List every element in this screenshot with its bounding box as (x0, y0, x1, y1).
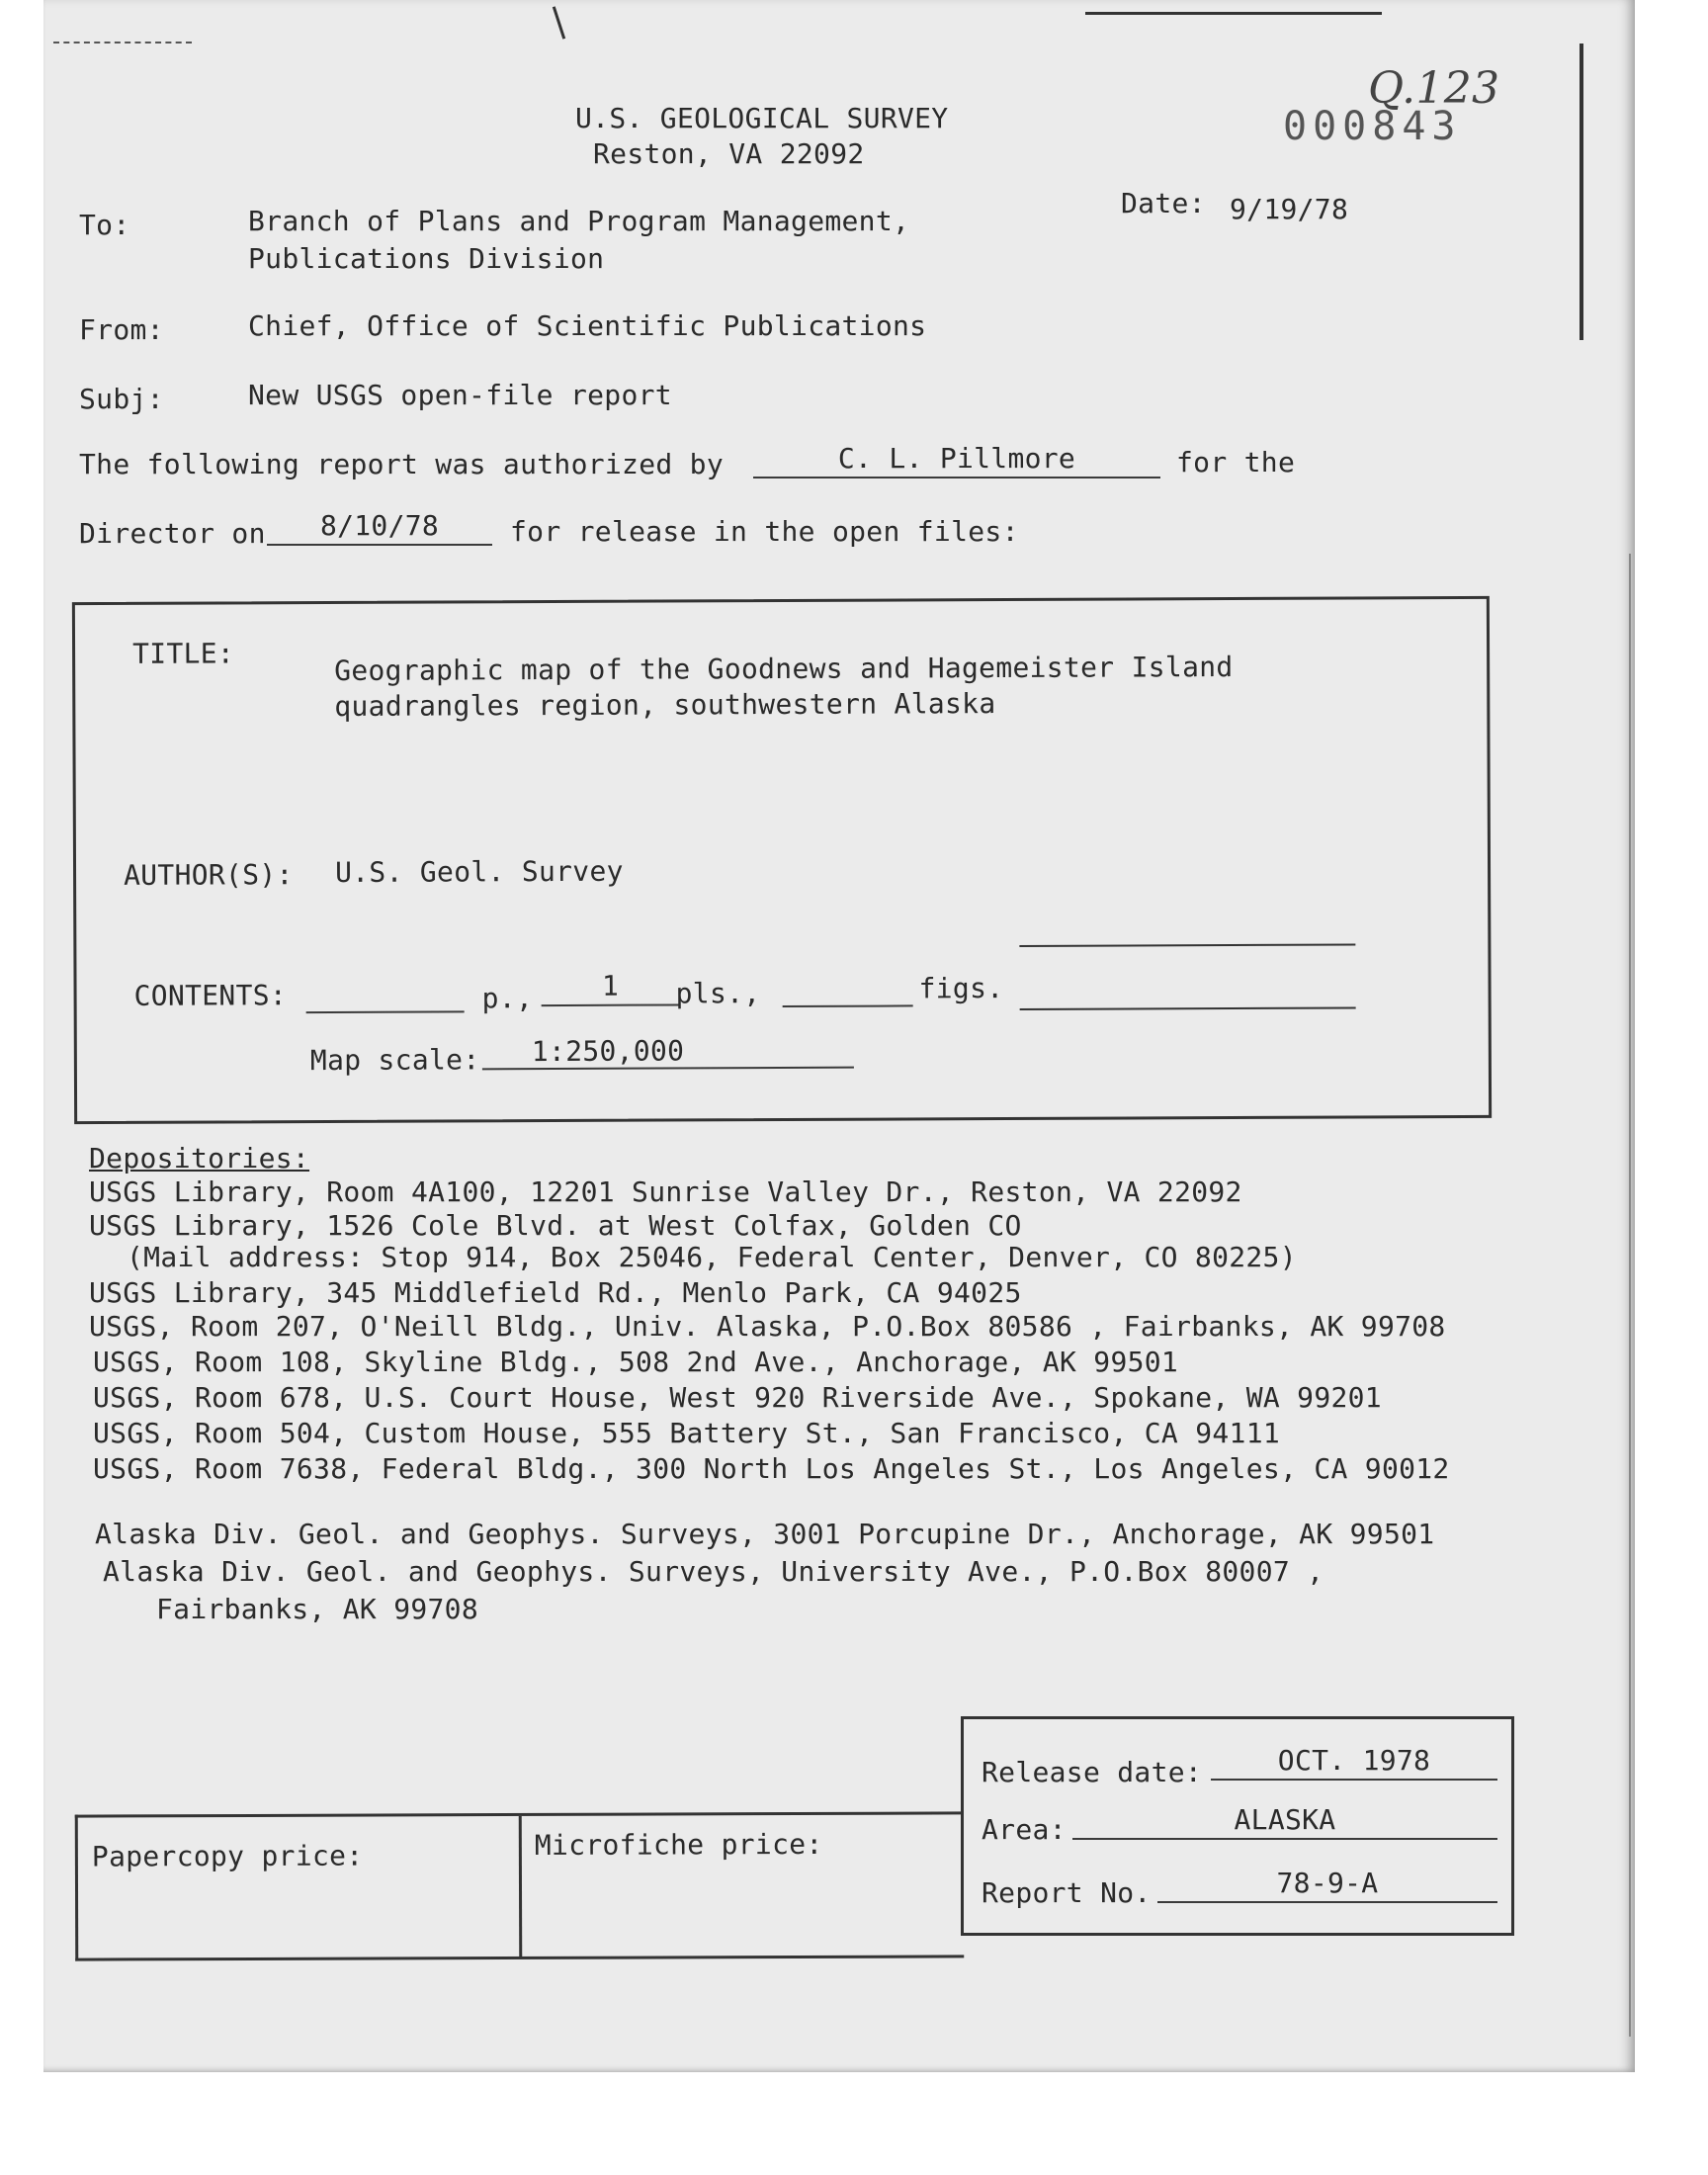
alaska-depository-line: Alaska Div. Geol. and Geophys. Surveys, University Ave., P.O.Box 80007 , (103, 1555, 1324, 1588)
depository-line: USGS, Room 504, Custom House, 555 Battery St., San Francisco, CA 94111 (93, 1417, 1281, 1449)
alaska-depository-line: Alaska Div. Geol. and Geophys. Surveys, 3001 Porcupine Dr., Anchorage, AK 99501 (95, 1518, 1435, 1550)
depository-line: USGS, Room 108, Skyline Bldg., 508 2nd Ave., Anchorage, AK 99501 (93, 1346, 1179, 1378)
depository-line: (Mail address: Stop 914, Box 25046, Federal Center, Denver, CO 80225) (127, 1241, 1297, 1273)
depositories-heading: Depositories: (89, 1142, 310, 1174)
handwritten-note: Q.123 (1368, 63, 1500, 114)
area-field: ALASKA (1072, 1804, 1497, 1840)
top-right-line (1085, 12, 1382, 15)
director-date-field: 8/10/78 (267, 510, 492, 546)
author-label: AUTHOR(S): (123, 858, 294, 892)
authorized-by-field: C. L. Pillmore (753, 443, 1160, 478)
pages-unit: p., (481, 982, 534, 1015)
document-sheet (43, 0, 1635, 2072)
depository-line: USGS Library, Room 4A100, 12201 Sunrise Valley Dr., Reston, VA 22092 (89, 1175, 1242, 1208)
to-label: To: (79, 209, 130, 241)
margin-bar-lower (1629, 554, 1631, 2037)
figs-field (782, 971, 912, 1007)
depository-line: USGS, Room 678, U.S. Court House, West 920 Riverside Ave., Spokane, WA 99201 (93, 1381, 1382, 1414)
area-label: Area: (982, 1813, 1067, 1846)
authorized-suffix: for the (1176, 446, 1296, 478)
scale-field: 1:250,000 (482, 1035, 854, 1071)
director-prefix: Director on (79, 517, 266, 550)
depository-line: USGS, Room 7638, Federal Bldg., 300 North Los Angeles St., Los Angeles, CA 90012 (93, 1452, 1450, 1485)
release-info-box (961, 1716, 1514, 1936)
papercopy-price-label: Papercopy price: (91, 1839, 364, 1873)
from-label: From: (79, 313, 164, 346)
top-tick-mark (553, 6, 565, 39)
pages-field (306, 977, 465, 1013)
date-value: 9/19/78 (1230, 193, 1349, 225)
authorized-prefix: The following report was authorized by (79, 448, 724, 480)
top-edge-mark (53, 42, 192, 44)
price-box (75, 1811, 965, 1960)
title-line-1: Geographic map of the Goodnews and Hagemeister Island (334, 651, 1234, 687)
from-value: Chief, Office of Scientific Publications (248, 309, 927, 342)
to-line-2: Publications Division (248, 242, 605, 275)
margin-bar (1580, 44, 1583, 340)
release-date-field: OCT. 1978 (1211, 1745, 1497, 1781)
microfiche-price-label: Microfiche price: (534, 1827, 823, 1862)
to-line-1: Branch of Plans and Program Management, (248, 205, 910, 237)
agency-name: U.S. GEOLOGICAL SURVEY (575, 102, 949, 134)
report-info-box (72, 596, 1492, 1124)
release-date-label: Release date: (982, 1756, 1203, 1788)
subj-value: New USGS open-file report (248, 379, 672, 411)
scale-label: Map scale: (309, 1043, 480, 1078)
author-value: U.S. Geol. Survey (334, 854, 624, 889)
title-line-2: quadrangles region, southwestern Alaska (334, 687, 996, 723)
alaska-depository-line: Fairbanks, AK 99708 (156, 1593, 478, 1625)
price-divider (519, 1816, 522, 1957)
depository-line: USGS Library, 345 Middlefield Rd., Menlo Park, CA 94025 (89, 1276, 1022, 1309)
depository-line: USGS Library, 1526 Cole Blvd. at West Colfax, Golden CO (89, 1209, 1022, 1242)
title-label: TITLE: (132, 637, 235, 670)
report-number-label: Report No. (982, 1876, 1152, 1909)
stamp-number: 000843 (1283, 104, 1462, 149)
agency-address: Reston, VA 22092 (593, 137, 865, 170)
subj-label: Subj: (79, 383, 164, 415)
contents-label: CONTENTS: (133, 979, 288, 1012)
director-suffix: for release in the open files: (510, 515, 1019, 548)
blank-line-upper (1019, 943, 1355, 946)
blank-line-lower (1020, 1006, 1356, 1009)
figs-unit: figs. (918, 972, 1004, 1005)
depository-line: USGS, Room 207, O'Neill Bldg., Univ. Alaska, P.O.Box 80586 , Fairbanks, AK 99708 (89, 1310, 1446, 1343)
plates-unit: pls., (675, 977, 761, 1010)
report-number-field: 78-9-A (1157, 1868, 1497, 1903)
plates-field: 1 (541, 970, 679, 1006)
date-label: Date: (1121, 187, 1206, 219)
